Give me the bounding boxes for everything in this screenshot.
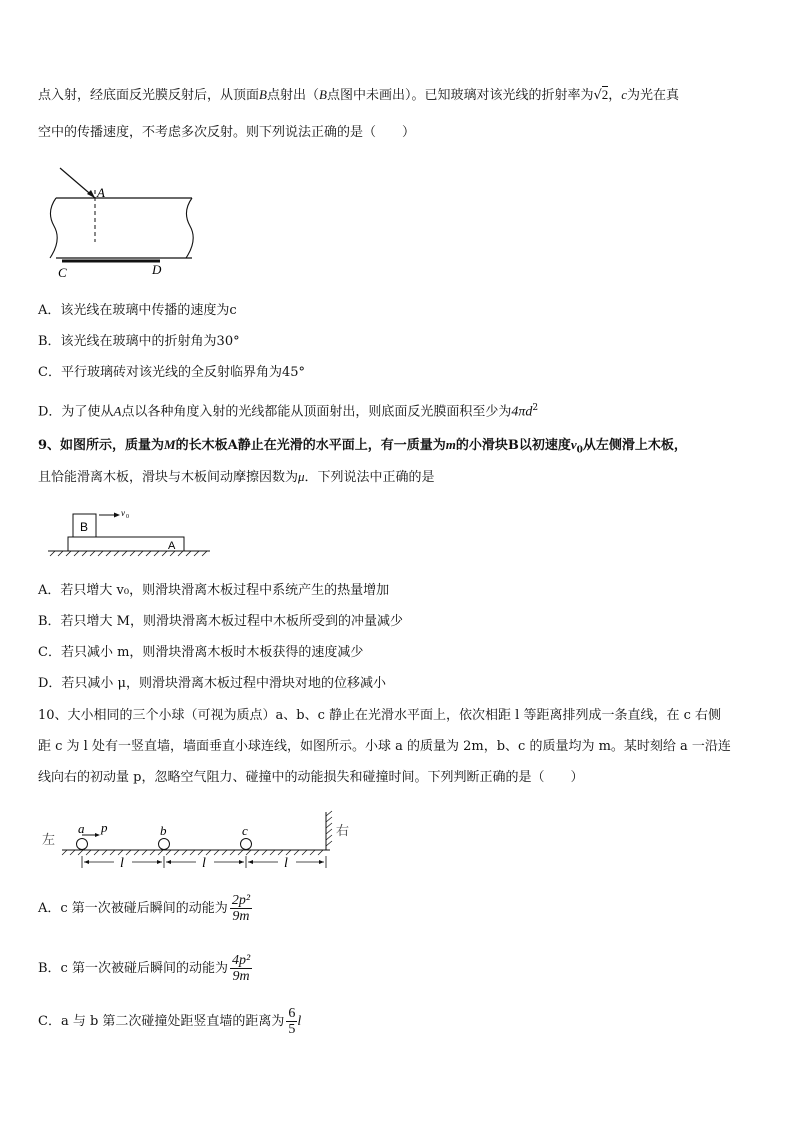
label-left: 左 (42, 833, 56, 848)
label-b: b (160, 823, 167, 838)
ground-hatch (50, 551, 207, 556)
label-a: a (78, 821, 85, 836)
var-M: M (164, 437, 176, 452)
sqrt-radicand: 2 (601, 87, 609, 102)
var-A: A (113, 403, 122, 419)
sqrt-symbol: √ (593, 88, 602, 103)
board-block-figure (44, 504, 214, 562)
ray-arrow (87, 190, 95, 198)
q8-option-b: B．该光线在玻璃中的折射角为30° (38, 334, 240, 349)
ball-a (77, 839, 88, 850)
q9-option-d: D．若只减小 μ，则滑块滑离木板过程中滑块对地的位移减小 (38, 676, 387, 691)
fraction-denominator: 5 (288, 1022, 296, 1037)
q9-stem-line2 (38, 468, 435, 487)
q8-opt-d-text: 点以各种角度入射的光线都能从顶面射出，则底面反光膜面积至少为 (121, 404, 512, 420)
three-balls-figure (40, 808, 370, 870)
q8-option-a: A．该光线在玻璃中传播的速度为c (38, 303, 237, 318)
label-v-sub: 0 (126, 514, 129, 520)
q9-text: 的长木板A静止在光滑的水平面上，有一质量为 (175, 438, 446, 453)
q9-text: 的小滑块B以初速度 (455, 438, 571, 453)
wall-hatch (326, 811, 332, 846)
var-v0: v (570, 437, 577, 452)
velocity-arrowhead (114, 513, 120, 518)
fraction-numerator: 6 (288, 1006, 296, 1021)
fraction-2p2-9m (230, 893, 252, 924)
area-exponent: 2 (532, 403, 539, 413)
label-A: A (97, 185, 105, 200)
q8-text: 点入射，经底面反光膜反射后，从顶面 (38, 88, 260, 103)
fraction-6-5 (286, 1006, 297, 1037)
label-c: c (242, 823, 248, 838)
fraction-4p2-9m (230, 953, 252, 984)
q10-opt-a-text: A．c 第一次被碰后瞬间的动能为 (38, 901, 228, 916)
var-c: c (621, 87, 628, 102)
q8-stem-line1 (38, 86, 679, 105)
q10-stem-line2: 距 c 为 l 处有一竖直墙，墙面垂直小球连线，如图所示。小球 a 的质量为 2m，b、c 的质量均为 m。某时刻给 a 一沿连 (38, 739, 731, 754)
var-m: m (445, 437, 456, 452)
q8-text: 点图中未画出）。已知玻璃对该光线的折射率为 (326, 88, 594, 103)
var-l: l (297, 1014, 302, 1029)
q8-stem-line2: 空中的传播速度，不考虑多次反射。则下列说法正确的是（ ） (38, 125, 416, 140)
q10-option-a (38, 890, 252, 928)
fraction-numerator: 2p² (231, 893, 251, 908)
ball-b (159, 839, 170, 850)
q9-text: 9、如图所示，质量为 (38, 438, 165, 453)
floor-hatch (62, 850, 323, 855)
var-B: B (259, 87, 267, 102)
q9-option-c: C．若只减小 m，则滑块滑离木板时木板获得的速度减少 (38, 645, 364, 660)
q10-option-c (38, 1003, 301, 1041)
fraction-denominator: 9m (232, 909, 250, 924)
q9-text: ．下列说法中正确的是 (304, 470, 435, 485)
q10-stem-line3: 线向右的初动量 p，忽略空气阻力、碰撞中的动能损失和碰撞时间。下列判断正确的是（ ） (38, 770, 584, 785)
area-expression: 4πd (511, 404, 533, 420)
q9-text: 且恰能滑离木板，滑块与木板间动摩擦因数为 (38, 470, 299, 485)
q10-opt-c-text: C．a 与 b 第二次碰撞处距竖直墙的距离为 (38, 1014, 285, 1029)
q9-text: 从左侧滑上木板， (582, 438, 687, 453)
var-B: B (318, 87, 327, 102)
q8-option-c: C．平行玻璃砖对该光线的全反射临界角为45° (38, 365, 305, 380)
label-C: C (58, 265, 67, 280)
label-l-2: l (202, 856, 206, 870)
q10-stem-line1: 10、大小相同的三个小球（可视为质点）a、b、c 静止在光滑水平面上，依次相距 l 等距离排列成一条直线，在 c 右侧 (38, 708, 721, 723)
q8-text: 点射出（ (266, 88, 319, 103)
var-v0-sub: 0 (576, 445, 583, 456)
label-B: B (80, 520, 89, 534)
q8-option-d (38, 399, 538, 421)
fraction-denominator: 9m (232, 969, 250, 984)
q8-text: ， (608, 88, 622, 103)
ball-c (241, 839, 252, 850)
q10-opt-b-text: B．c 第一次被碰后瞬间的动能为 (38, 961, 228, 976)
label-l-3: l (284, 856, 288, 870)
q9-option-a: A．若只增大 v₀，则滑块滑离木板过程中系统产生的热量增加 (38, 583, 390, 598)
q9-option-b: B．若只增大 M，则滑块滑离木板过程中木板所受到的冲量减少 (38, 614, 403, 629)
glass-slab-figure (42, 160, 202, 282)
slab-right-break (186, 198, 193, 258)
board-A (68, 537, 184, 551)
label-l-1: l (120, 856, 124, 870)
momentum-arrowhead (95, 833, 100, 837)
label-p: p (101, 820, 108, 835)
label-D: D (152, 262, 162, 277)
label-right: 右 (336, 824, 350, 839)
var-mu: μ (298, 469, 305, 484)
label-A: A (168, 540, 176, 552)
q8-opt-d-text: D．为了使从 (38, 404, 114, 420)
label-v: v (121, 508, 125, 518)
q8-text: 为光在真 (627, 88, 680, 103)
q9-stem-line1 (38, 436, 687, 460)
slab-left-break (50, 198, 57, 258)
q10-option-b (38, 950, 252, 988)
fraction-numerator: 4p² (231, 953, 251, 968)
